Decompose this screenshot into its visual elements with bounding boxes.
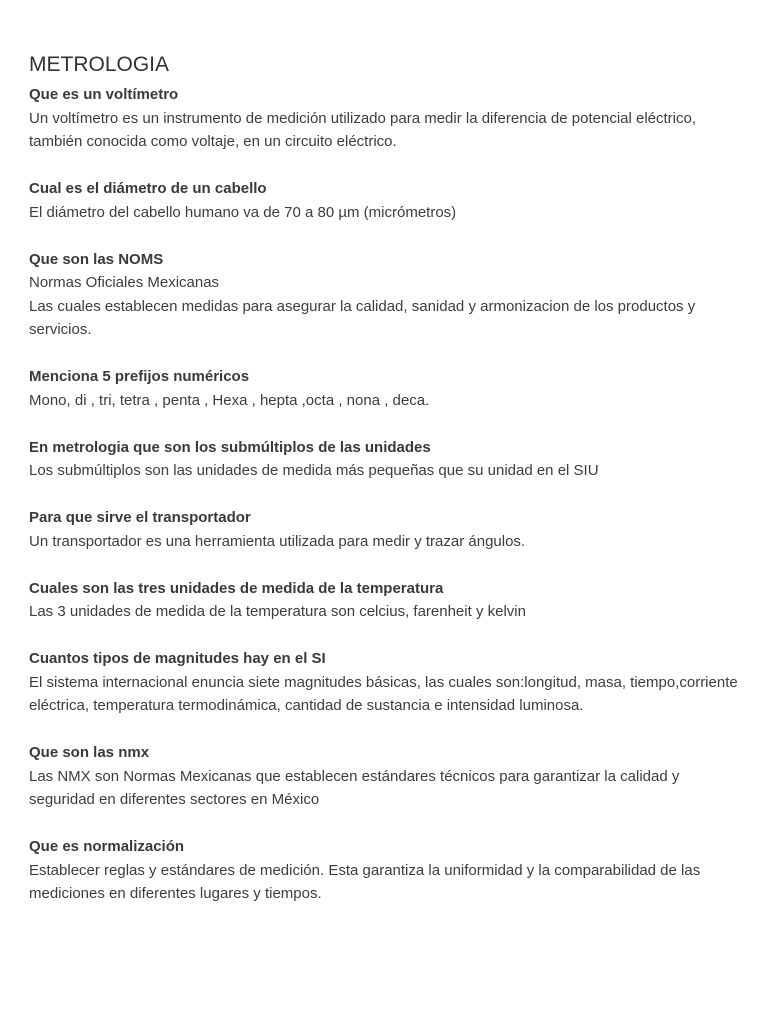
answer-text: Un voltímetro es un instrumento de medición utilizado para medir la diferencia de potencial eléctrico, también conocida como voltaje, en un circuito eléctrico. [29, 109, 697, 150]
question-text: Para que sirve el transportador [29, 509, 251, 526]
document-title: METROLOGIA [29, 53, 170, 76]
answer-text: Las NMX son Normas Mexicanas que establecen estándares técnicos para garantizar la calidad y seguridad en diferentes sectores en México [29, 767, 680, 808]
question-text: Cuales son las tres unidades de medida de la temperatura [29, 579, 444, 597]
question-text: Cual es el diámetro de un cabello [29, 180, 267, 197]
qa-item-submultiplos [29, 436, 741, 483]
answer-text: Un transportador es una herramienta utilizada para medir y trazar ángulos. [29, 532, 526, 550]
answer-text: El diámetro del cabello humano va de 70 a 80 µm (micrómetros) [29, 203, 457, 221]
qa-item-voltimetro [29, 83, 741, 154]
qa-item-noms [29, 248, 741, 342]
question-text: Cuantos tipos de magnitudes hay en el SI [29, 650, 326, 667]
note-document [29, 52, 741, 929]
answer-text: Establecer reglas y estándares de medición. Esta garantiza la uniformidad y la comparabilidad de las mediciones en diferentes lugares y tiempos. [29, 861, 701, 902]
qa-item-temperatura [29, 577, 741, 624]
answer-text: Normas Oficiales Mexicanas [29, 274, 220, 291]
answer-text: Las cuales establecen medidas para asegurar la calidad, sanidad y armonizacion de los productos y servicios. [29, 297, 696, 338]
question-text: Que son las NOMS [29, 250, 164, 268]
qa-item-diametro-cabello [29, 177, 741, 224]
qa-item-magnitudes [29, 647, 741, 718]
question-text: En metrologia que son los submúltiplos de las unidades [29, 438, 431, 456]
qa-item-normalizacion [29, 835, 741, 906]
answer-text: Mono, di , tri, tetra , penta , Hexa , hepta ,octa , nona , deca. [29, 391, 430, 409]
answer-text: El sistema internacional enuncia siete magnitudes básicas, las cuales son:longitud, masa, tiempo,corriente eléctrica, temperatura termodinámica, cantidad de sustancia e intensidad luminosa. [29, 673, 738, 714]
qa-item-prefijos [29, 365, 741, 412]
answer-text: Las 3 unidades de medida de la temperatura son celcius, farenheit y kelvin [29, 603, 526, 620]
question-text: Que es normalización [29, 838, 185, 855]
question-text: Que son las nmx [29, 744, 150, 761]
qa-item-nmx [29, 741, 741, 812]
question-text: Menciona 5 prefijos numéricos [29, 368, 250, 385]
qa-item-transportador [29, 506, 741, 553]
question-text: Que es un voltímetro [29, 86, 179, 103]
answer-text: Los submúltiplos son las unidades de medida más pequeñas que su unidad en el SIU [29, 462, 599, 479]
